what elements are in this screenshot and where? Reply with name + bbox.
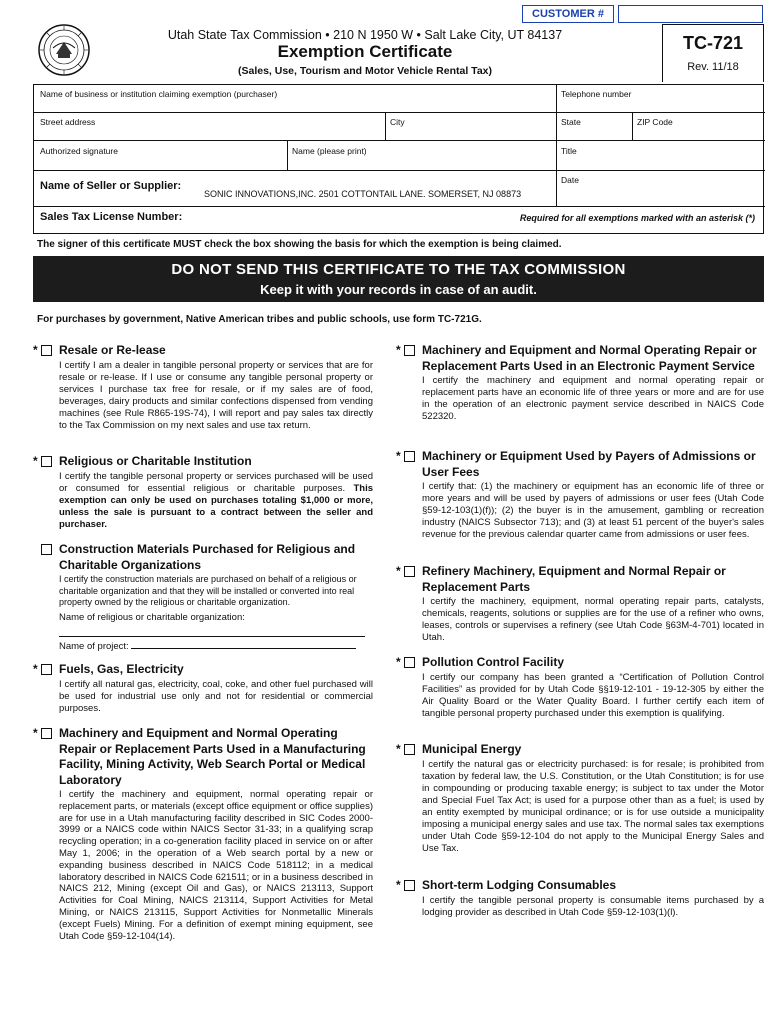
signer-instruction: The signer of this certificate MUST check the box showing the basis for which the exemption is being claimed. <box>37 239 562 250</box>
street-address-field[interactable]: Street address <box>40 117 96 127</box>
exemption-manufacturing-machinery <box>33 726 373 942</box>
municipal-energy-checkbox[interactable] <box>404 744 415 755</box>
authorized-signature-field[interactable]: Authorized signature <box>40 146 118 156</box>
exemption-title: Religious or Charitable Institution <box>59 454 252 468</box>
exemption-title: Machinery and Equipment and Normal Operating Repair or Replacement Parts Used in a Manufacturing Facility, Mining Activity, Web Search Portal or Medical Laboratory <box>59 726 366 787</box>
pollution-control-checkbox[interactable] <box>404 657 415 668</box>
exemption-lodging-consumables <box>396 878 764 919</box>
form-id-box <box>662 24 764 82</box>
project-name-input[interactable] <box>131 648 356 649</box>
project-name-label: Name of project: <box>59 640 129 652</box>
exemption-construction-materials <box>33 542 373 653</box>
purchaser-info-grid <box>33 84 764 234</box>
city-field[interactable]: City <box>390 117 405 127</box>
exemption-text: I certify the machinery, equipment, normal operating repair parts, catalysts, chemicals, reagents, solutions or supplies are for the use of a refiner who owns, leases, controls or supervises a refinery (see Utah Code §63M-4-701) located in Utah. <box>422 596 764 643</box>
exemption-text: I certify the tangible personal property is consumable items purchased by a lodging provider as described in Utah Code §59-12-103(1)(l). <box>422 894 764 918</box>
exemption-title: Construction Materials Purchased for Religious and Charitable Organizations <box>59 542 356 572</box>
asterisk-mark: * <box>396 564 401 578</box>
title-field[interactable]: Title <box>561 146 577 156</box>
state-field[interactable]: State <box>561 117 581 127</box>
exemption-admissions-user-fees <box>396 449 764 541</box>
exemption-electronic-payment <box>396 343 764 423</box>
agency-address: Utah State Tax Commission • 210 N 1950 W • Salt Lake City, UT 84137 <box>167 28 563 42</box>
seller-name-value[interactable]: SONIC INNOVATIONS,INC. 2501 COTTONTAIL LANE. SOMERSET, NJ 08873 <box>204 189 522 199</box>
construction-materials-checkbox[interactable] <box>41 544 52 555</box>
exemption-text: I certify the tangible personal property or services purchased will be used or consumed for essential religious or charitable purposes. <box>59 470 373 494</box>
form-number: TC-721 <box>682 33 744 53</box>
admissions-user-fees-checkbox[interactable] <box>404 451 415 462</box>
exemption-municipal-energy <box>396 742 764 855</box>
exemption-text: I certify the machinery and equipment and normal operating repair or replacement parts have an economic life of three years or more and are for use in the operation of an electronic payment service described in NAICS Code 522320. <box>422 375 764 422</box>
date-field[interactable]: Date <box>561 175 579 185</box>
fuels-checkbox[interactable] <box>41 664 52 675</box>
customer-number-field[interactable] <box>618 5 763 23</box>
exemption-title: Refinery Machinery, Equipment and Normal Repair or Replacement Parts <box>422 564 726 594</box>
asterisk-mark: * <box>396 742 401 756</box>
exemption-text: I certify our company has been granted a “Certification of Pollution Control Facilities” as provided for by Utah Code §§19-12-101 - 19-12-305 by either the Air Quality Board or the Water Quality Board. I further certify each item of tangible personal property purchased under this exemption is qualifying. <box>422 671 764 719</box>
seller-name-label: Name of Seller or Supplier: <box>40 180 182 192</box>
business-name-field[interactable]: Name of business or institution claiming exemption (purchaser) <box>40 89 278 99</box>
exemption-religious-charitable <box>33 454 373 531</box>
government-purchase-note: For purchases by government, Native American tribes and public schools, use form TC-721G. <box>37 314 482 325</box>
form-title: Exemption Certificate <box>277 42 453 61</box>
asterisk-mark: * <box>33 454 38 468</box>
asterisk-mark: * <box>33 726 38 740</box>
manufacturing-machinery-checkbox[interactable] <box>41 728 52 739</box>
exemption-title: Fuels, Gas, Electricity <box>59 662 184 676</box>
telephone-field[interactable]: Telephone number <box>561 89 632 99</box>
customer-number-label: CUSTOMER # <box>522 5 614 23</box>
license-number-label: Sales Tax License Number: <box>40 211 183 223</box>
exemption-fuels <box>33 662 373 715</box>
exemption-text: I certify all natural gas, electricity, coal, coke, and other fuel purchased will be used for industrial use only and not for residential or commercial purposes. <box>59 678 373 714</box>
resale-checkbox[interactable] <box>41 345 52 356</box>
electronic-payment-checkbox[interactable] <box>404 345 415 356</box>
form-subtitle: (Sales, Use, Tourism and Motor Vehicle Rental Tax) <box>237 65 492 77</box>
do-not-send-banner <box>33 256 764 302</box>
exemption-refinery <box>396 564 764 644</box>
exemption-title: Machinery and Equipment and Normal Operating Repair or Replacement Parts Used in an Electronic Payment Service <box>422 343 757 373</box>
banner-title: DO NOT SEND THIS CERTIFICATE TO THE TAX COMMISSION <box>171 261 626 278</box>
exemption-title: Short-term Lodging Consumables <box>422 878 617 892</box>
refinery-checkbox[interactable] <box>404 566 415 577</box>
asterisk-mark: * <box>396 655 401 669</box>
exemption-title: Resale or Re-lease <box>59 343 166 357</box>
organization-name-label: Name of religious or charitable organization: <box>59 611 245 623</box>
name-print-field[interactable]: Name (please print) <box>292 146 367 156</box>
organization-name-input[interactable] <box>59 636 365 637</box>
exemption-text: I certify the construction materials are purchased on behalf of a religious or charitable organization and that they will be installed or converted into real property owned by the religious or charitable organization. <box>59 574 357 607</box>
exemption-text: I certify that: (1) the machinery or equipment has an economic life of three or more years and will be used by payers of admissions or user fees (Utah Code §59-12-103(1)(f)); (2) the buyer is in the amusement, gambling or recreation industry (NAICS Subsector 713); and (3) at least 51 percent of the buyer's sales revenue for the previous calendar quarter came from admissions or user fees. <box>422 481 764 540</box>
asterisk-required-note: Required for all exemptions marked with an asterisk (*) <box>519 213 755 223</box>
exemption-text: I certify the machinery and equipment, normal operating repair or replacement parts, or materials (except office equipment or office supplies) are for use in a Utah manufacturing facility described in SIC Codes 2000-3999 or a NAICS code within NAICS Sector 31-33; in a qualifying scrap recycling operation; in a co-generation facility placed in service on or after May 1, 2006; in the operation of a Web search portal by a new or expanding business described in NAICS Code 518112; in a medical laboratory described in NAICS Code 621511; or in a business described in NAICS 212, Mining (except Oil and Gas), or NAICS 213113, Support Activities for Coal Mining, NAICS 213114, Support Activities for Metal Mining, or NAICS 213115, Support Activities for Nonmetallic Minerals (except Fuels) Mining. For a definition of exempt mining equipment, see Utah Code §59-12-104(14). <box>59 789 373 942</box>
asterisk-mark: * <box>396 878 401 892</box>
exemption-resale <box>33 343 373 432</box>
exemption-limit-note: This exemption can only be used on purchases totaling $1,000 or more, unless the sale is pursuant to a contract between the seller and purchaser. <box>59 482 373 530</box>
asterisk-mark: * <box>396 343 401 357</box>
banner-subtitle: Keep it with your records in case of an audit. <box>260 282 537 297</box>
asterisk-mark: * <box>33 662 38 676</box>
religious-charitable-checkbox[interactable] <box>41 456 52 467</box>
exemption-pollution-control <box>396 655 764 720</box>
form-revision: Rev. 11/18 <box>687 61 739 73</box>
exemption-title: Municipal Energy <box>422 742 522 756</box>
lodging-consumables-checkbox[interactable] <box>404 880 415 891</box>
exemption-title: Machinery or Equipment Used by Payers of Admissions or User Fees <box>422 449 756 479</box>
utah-state-seal-icon <box>38 24 90 76</box>
exemption-title: Pollution Control Facility <box>422 655 564 669</box>
exemption-text: I certify I am a dealer in tangible personal property or services that are for resale or re-lease. If I use or consume any tangible personal property or services I purchase tax free for resale, or if my sales are of food, beverages, dairy products and similar confections dispensed from vending machines (see Rule R865-19S-74), I will report and pay sales tax directly to the Tax Commission on my next sales and use tax return. <box>59 359 373 431</box>
zip-code-field[interactable]: ZIP Code <box>637 117 673 127</box>
exemption-text: I certify the natural gas or electricity purchased: is for resale; is prohibited from taxation by federal law, the U.S. Constitution, or the Utah Constitution; is for use in compounding or producing taxable energy; is subject to tax under the Motor and Special Fuel Tax Act; is used for a purpose other than as a fuel; is used by an entity exempted by municipal ordinance; or is for use outside a municipality imposing a municipal energy sales and use tax. The normal sales tax exemptions under Utah Code §59-12-104 do not apply to the Municipal Energy Sales and Use Tax. <box>422 758 764 854</box>
asterisk-mark: * <box>396 449 401 463</box>
asterisk-mark: * <box>33 343 38 357</box>
